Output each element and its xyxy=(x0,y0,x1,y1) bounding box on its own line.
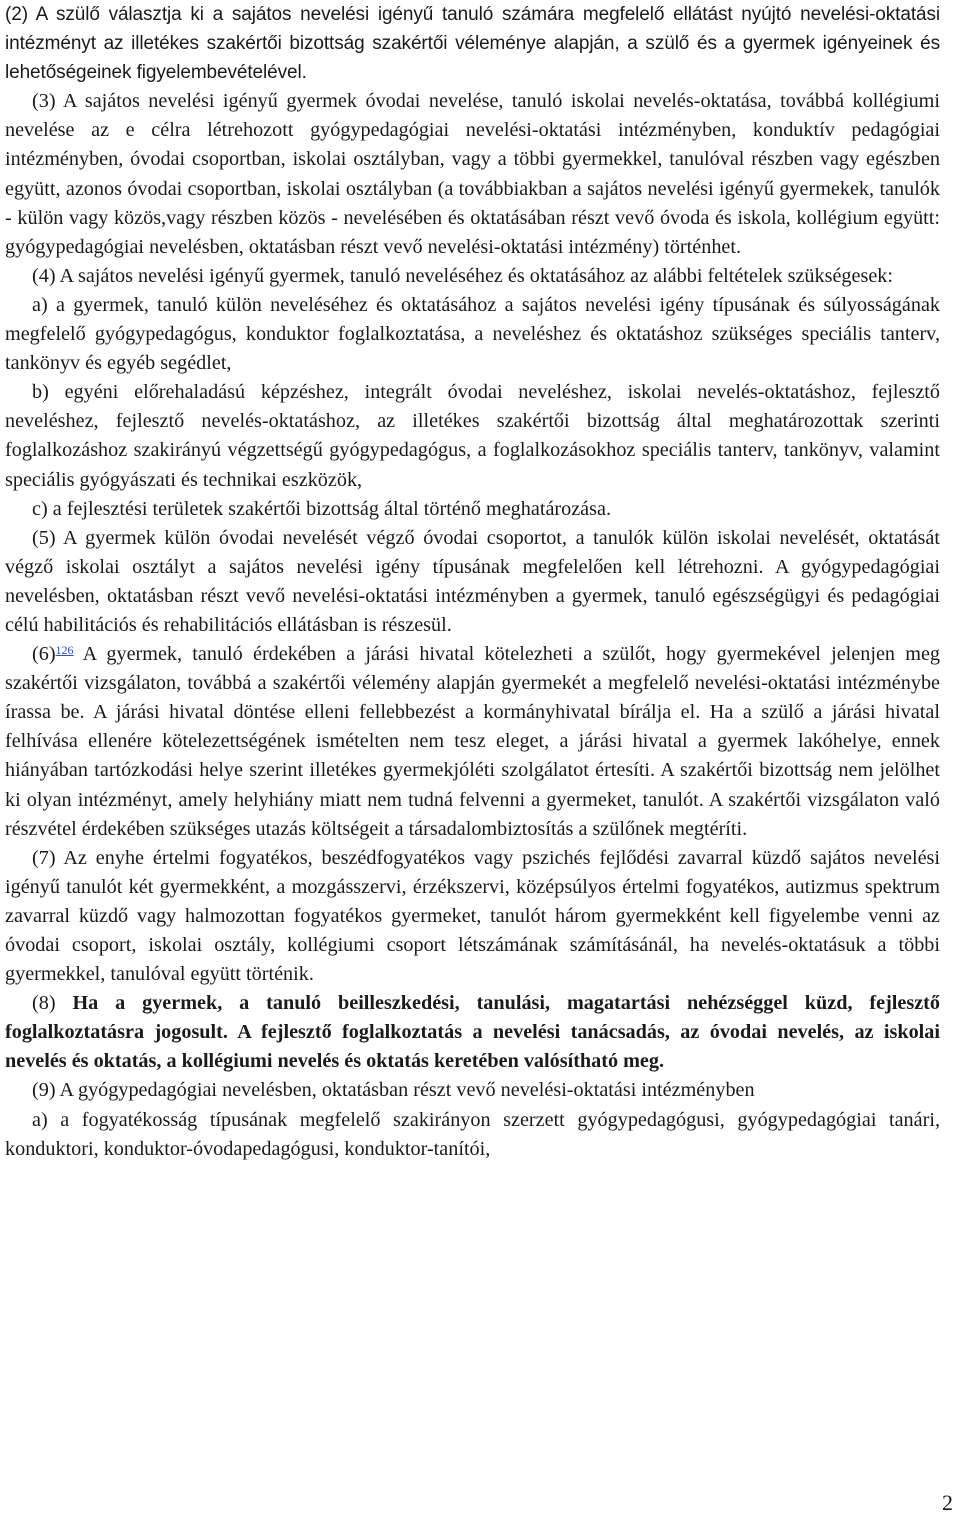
page-number: 2 xyxy=(942,1490,953,1515)
paragraph-9-a: a) a fogyatékosság típusának megfelelő szakirányon szerzett gyógypedagógusi, gyógypedagógiai tanári, konduktori, konduktor-óvodapedagógusi, konduktor-tanítói, xyxy=(5,1108,940,1160)
paragraph-5: (5) A gyermek külön óvodai nevelését végző óvodai csoportot, a tanulók külön iskolai nevelését, oktatását végző iskolai osztályt a sajátos nevelési igény típusának megfelelően kell létrehozni. A gyógypedagógiai nevelésben, oktatásban részt vevő nevelési-oktatási intézményben a gyermek, tanuló egészségügyi és pedagógiai célú habilitációs és rehabilitációs ellátásban is részesül. xyxy=(5,526,940,636)
paragraph-4-a: a) a gyermek, tanuló külön neveléséhez és oktatásához a sajátos nevelési igény típusának és súlyosságának megfelelő gyógypedagógus, konduktor foglalkoztatása, a neveléshez és oktatáshoz szükséges speciális tanterv, tankönyv és egyéb segédlet, xyxy=(5,293,940,375)
paragraph-8-prefix: (8) xyxy=(32,992,73,1015)
paragraph-8 xyxy=(5,989,940,1076)
paragraph-9: (9) A gyógypedagógiai nevelésben, oktatásban részt vevő nevelési-oktatási intézményben xyxy=(32,1079,755,1102)
paragraph-3: (3) A sajátos nevelési igényű gyermek óvodai nevelése, tanuló iskolai nevelés-oktatása, továbbá kollégiumi nevelése az e célra létrehozott gyógypedagógiai nevelési-oktatási intézményben, konduktív pedagógiai intézményben, óvodai csoportban, iskolai osztályban, vagy a többi gyermekkel, tanulóval részben vagy egészben együtt, azonos óvodai csoportban, iskolai osztályban (a továbbiakban a sajátos nevelési igényű gyermekek, tanulók - külön vagy közös,vagy részben közös - nevelésében és oktatásában részt vevő óvoda és iskola, kollégium együtt: gyógypedagógiai nevelésben, oktatásban részt vevő nevelési-oktatási intézmény) történhet. xyxy=(5,90,940,258)
paragraph-7: (7) Az enyhe értelmi fogyatékos, beszédfogyatékos vagy pszichés fejlődési zavarral küzdő sajátos nevelési igényű tanulót két gyermekként, a mozgásszervi, érzékszervi, középsúlyos értelmi fogyatékos, autizmus spektrum zavarral küzdő vagy halmozottan fogyatékos gyermeket, tanulót három gyermekként kell figyelembe venni az óvodai csoport, iskolai osztály, kollégiumi csoport létszámának számításánál, ha nevelés-oktatásuk a többi gyermekkel, tanulóval együtt történik. xyxy=(5,846,940,986)
paragraph-8-bold-text: Ha a gyermek, a tanuló beilleszkedési, tanulási, magatartási nehézséggel küzd, fejlesztő foglalkoztatásra jogosult. A fejlesztő foglalkoztatás a nevelési tanácsadás, az óvodai nevelés, az iskolai nevelés és oktatás, a kollégiumi nevelés és oktatás keretében valósítható meg. xyxy=(5,992,940,1073)
paragraph-6 xyxy=(5,640,940,844)
footnote-link[interactable]: 126 xyxy=(55,643,74,658)
paragraph-4: (4) A sajátos nevelési igényű gyermek, tanuló neveléséhez és oktatásához az alábbi feltételek szükségesek: xyxy=(32,264,894,287)
document-page xyxy=(5,0,940,1164)
paragraph-6-prefix: (6) xyxy=(32,643,56,666)
paragraph-4-b: b) egyéni előrehaladású képzéshez, integrált óvodai neveléshez, iskolai nevelés-oktatáshoz, fejlesztő neveléshez, fejlesztő nevelés-oktatáshoz, az illetékes szakértői bizottság által meghatározottak szerinti foglalkozáshoz szakirányú végzettségű gyógypedagógus, a foglalkozásokhoz speciális tanterv, tankönyv, valamint speciális gyógyászati és technikai eszközök, xyxy=(5,381,940,491)
paragraph-4-c: c) a fejlesztési területek szakértői bizottság által történő meghatározása. xyxy=(32,497,612,520)
paragraph-2: (2) A szülő választja ki a sajátos nevelési igényű tanuló számára megfelelő ellátást nyújtó nevelési-oktatási intézményt az illetékes szakértői bizottság szakértői véleménye alapján, a szülő és a gyermek igényeinek és lehetőségeinek figyelembevételével. xyxy=(5,4,940,84)
paragraph-6-text: A gyermek, tanuló érdekében a járási hivatal kötelezheti a szülőt, hogy gyermekével jelenjen meg szakértői vizsgálaton, továbbá a szakértői vélemény alapján gyermekét a megfelelő nevelési-oktatási intézménybe írassa be. A járási hivatal döntése elleni fellebbezést a kormányhivatal bírálja el. Ha a szülő a járási hivatal felhívása ellenére kötelezettségének ismételten nem tesz eleget, a járási hivatal a gyermek lakóhelye, ennek hiányában tartózkodási helye szerint illetékes gyermekjóléti szolgálatot értesíti. A szakértői bizottság nem jelölhet ki olyan intézményt, amely helyhiány miatt nem tudná felvenni a gyermeket, tanulót. A szakértői vizsgálaton való részvétel érdekében szükséges utazás költségeit a társadalombiztosítás a szülőnek megtéríti. xyxy=(5,643,940,840)
